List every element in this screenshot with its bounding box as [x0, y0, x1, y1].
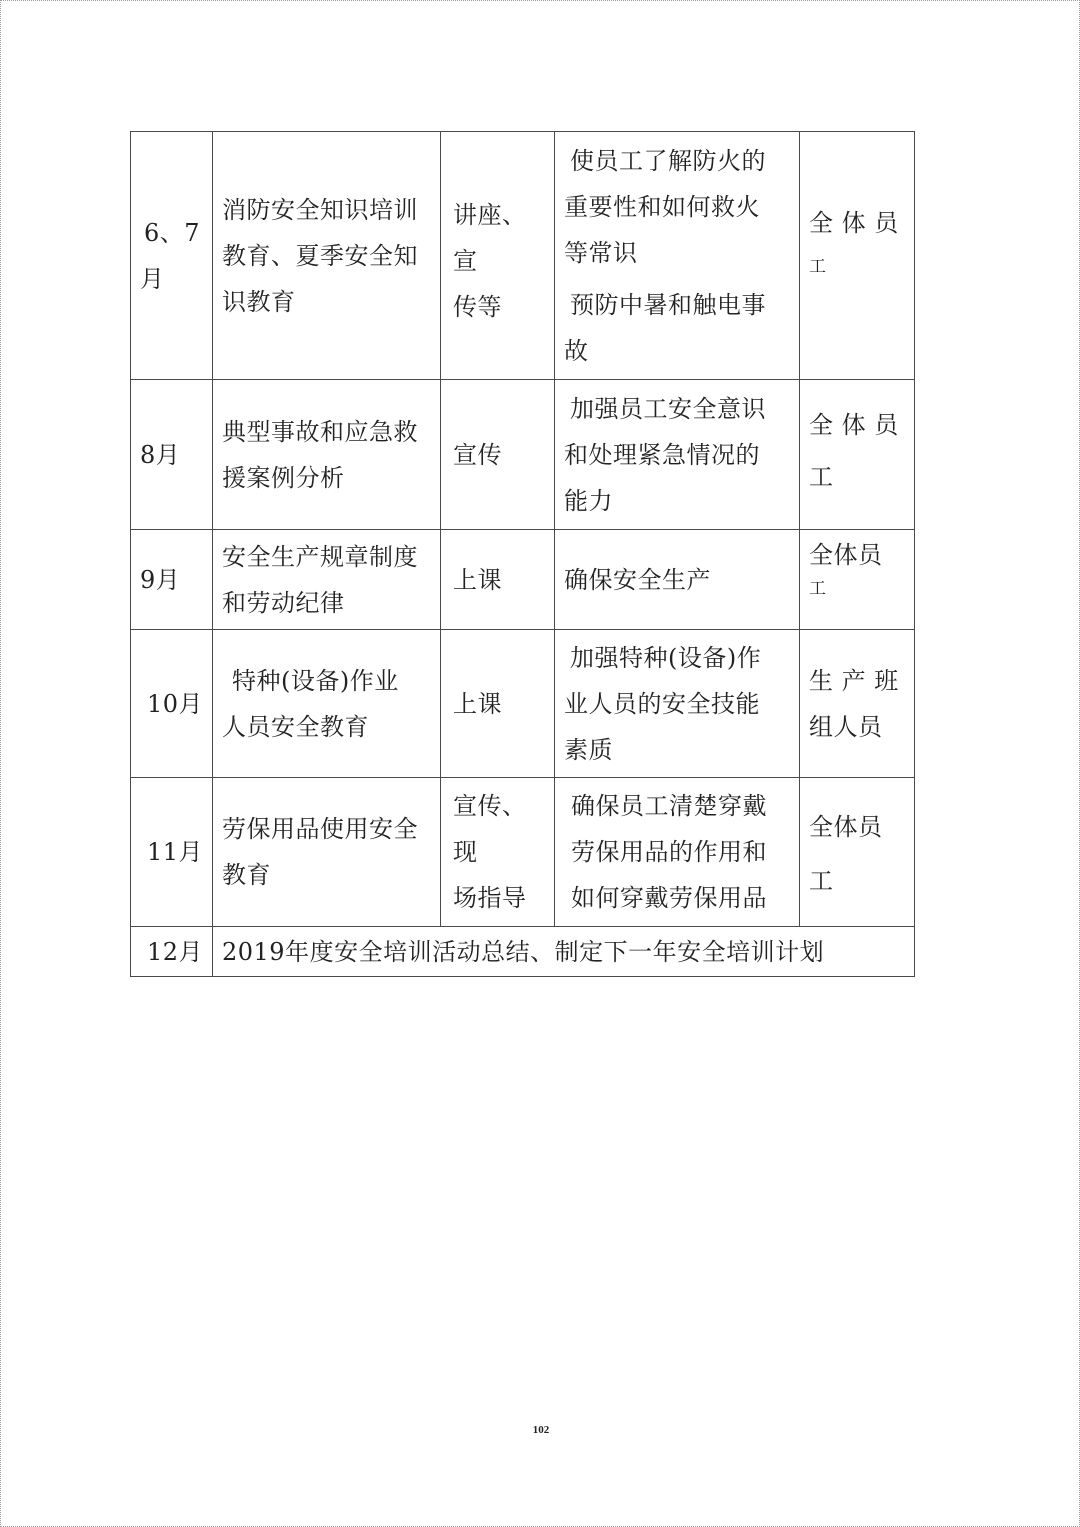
content-cell: 劳保用品使用安全 教育 [213, 778, 441, 927]
month-cell: 10月 [131, 630, 213, 778]
content-cell: 特种(设备)作业 人员安全教育 [213, 630, 441, 778]
target-cell: 全 体 员 工 [800, 132, 915, 380]
purpose-cell: 加强员工安全意识 和处理紧急情况的 能力 [555, 380, 800, 530]
purpose-cell: 确保安全生产 [555, 530, 800, 630]
purpose-cell: 使员工了解防火的 重要性和如何救火 等常识 预防中暑和触电事 故 [555, 132, 800, 380]
content-cell: 安全生产规章制度 和劳动纪律 [213, 530, 441, 630]
page-number: 102 [532, 1424, 550, 1436]
content-cell: 消防安全知识培训 教育、夏季安全知 识教育 [213, 132, 441, 380]
training-plan-table [130, 131, 915, 977]
table-row [131, 778, 915, 927]
target-cell: 生 产 班 组人员 [800, 630, 915, 778]
target-cell: 全体员 工 [800, 530, 915, 630]
summary-cell: 2019年度安全培训活动总结、制定下一年安全培训计划 [213, 927, 915, 977]
table-row [131, 380, 915, 530]
method-cell: 宣传、现 场指导 [441, 778, 555, 927]
month-cell: 11月 [131, 778, 213, 927]
table-row [131, 630, 915, 778]
content-cell: 典型事故和应急救 援案例分析 [213, 380, 441, 530]
method-cell: 上课 [441, 630, 555, 778]
method-cell: 上课 [441, 530, 555, 630]
purpose-cell: 加强特种(设备)作 业人员的安全技能 素质 [555, 630, 800, 778]
month-cell: 12月 [131, 927, 213, 977]
table-row [131, 132, 915, 380]
target-cell: 全体员 工 [800, 778, 915, 927]
target-cell: 全 体 员 工 [800, 380, 915, 530]
summary-row [131, 927, 915, 977]
purpose-cell: 确保员工清楚穿戴 劳保用品的作用和 如何穿戴劳保用品 [555, 778, 800, 927]
method-cell: 宣传 [441, 380, 555, 530]
month-cell: 9月 [131, 530, 213, 630]
month-cell: 8月 [131, 380, 213, 530]
table-row [131, 530, 915, 630]
month-cell: 6、7 月 [131, 132, 213, 380]
method-cell: 讲座、宣 传等 [441, 132, 555, 380]
